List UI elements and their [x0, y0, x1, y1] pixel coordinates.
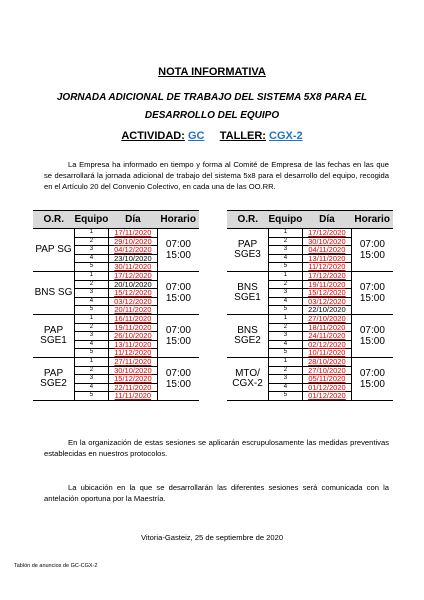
equipo-number: 5: [269, 349, 303, 358]
dia-date: 04/11/2020: [302, 246, 351, 255]
or-name: [227, 229, 269, 272]
horario-time: 07:00: [359, 324, 385, 336]
horario-time: 15:00: [359, 378, 385, 390]
dia-date: 27/10/2020: [302, 366, 351, 375]
document-title: NOTA INFORMATIVA: [158, 66, 266, 78]
actividad-label: ACTIVIDAD:: [121, 130, 185, 142]
dia-date: 10/11/2020: [302, 349, 351, 358]
horario-cell: [157, 229, 199, 272]
dia-date: 22/10/2020: [302, 306, 351, 315]
header-equipo: Equipo: [75, 211, 109, 229]
organization-paragraph: [44, 437, 389, 459]
equipo-number: 5: [75, 263, 109, 272]
subtitle-line-2: DESARROLLO DEL EQUIPO: [144, 110, 280, 121]
dia-date: 15/12/2020: [108, 375, 157, 384]
table-row: [227, 357, 393, 366]
equipo-number: 3: [269, 246, 303, 255]
or-name: BNS SG: [33, 271, 75, 314]
equipo-number: 1: [75, 314, 109, 323]
taller-label: TALLER:: [219, 130, 266, 142]
equipo-number: 4: [269, 383, 303, 392]
equipo-number: 3: [75, 289, 109, 298]
schedule-table-right: [227, 210, 393, 401]
header-or: O.R.: [227, 211, 269, 229]
dia-date: 13/11/2020: [302, 254, 351, 263]
dia-date: 26/10/2020: [108, 332, 157, 341]
equipo-number: 2: [75, 366, 109, 375]
intro-paragraph: [44, 159, 389, 192]
horario-time: 15:00: [359, 249, 385, 261]
equipo-number: 5: [75, 392, 109, 401]
or-name: [227, 357, 269, 400]
horario-cell: [351, 271, 393, 314]
equipo-number: 3: [75, 246, 109, 255]
activity-line: [0, 130, 424, 142]
equipo-number: 1: [75, 357, 109, 366]
dia-date: 04/12/2020: [108, 246, 157, 255]
dia-date: 11/12/2020: [108, 349, 157, 358]
header-or: O.R.: [33, 211, 75, 229]
dia-date: 01/12/2020: [302, 392, 351, 401]
horario-time: 07:00: [165, 324, 191, 336]
equipo-number: 2: [269, 280, 303, 289]
equipo-number: 4: [75, 340, 109, 349]
or-name-part: PAP: [43, 367, 64, 379]
header-horario: Horario: [351, 211, 393, 229]
horario-time: 07:00: [165, 281, 191, 293]
equipo-number: 3: [269, 289, 303, 298]
dia-date: 20/10/2020: [108, 280, 157, 289]
horario-cell: [351, 357, 393, 400]
equipo-number: 3: [75, 332, 109, 341]
horario-time: 15:00: [165, 292, 191, 304]
or-name: [33, 357, 75, 400]
header-equipo: Equipo: [269, 211, 303, 229]
actividad-value: GC: [187, 130, 205, 142]
dia-date: 27/11/2020: [108, 357, 157, 366]
dia-date: 15/12/2020: [302, 289, 351, 298]
dia-date: 11/12/2020: [302, 263, 351, 272]
or-name-part: SGE1: [234, 291, 261, 303]
equipo-number: 4: [75, 254, 109, 263]
dia-date: 17/11/2020: [108, 229, 157, 238]
dia-date: 22/11/2020: [108, 383, 157, 392]
or-name-part: PAP: [237, 238, 258, 250]
dia-date: 13/11/2020: [108, 340, 157, 349]
table-row: [33, 357, 199, 366]
dia-date: 29/10/2020: [108, 237, 157, 246]
equipo-number: 2: [75, 323, 109, 332]
equipo-number: 2: [269, 366, 303, 375]
dia-date: 30/10/2020: [302, 237, 351, 246]
equipo-number: 1: [269, 271, 303, 280]
dia-date: 27/10/2020: [302, 314, 351, 323]
or-name-part: SGE2: [234, 334, 261, 346]
dia-date: 17/12/2020: [108, 271, 157, 280]
equipo-number: 2: [269, 237, 303, 246]
equipo-number: 5: [75, 306, 109, 315]
equipo-number: 5: [269, 392, 303, 401]
table-row: [227, 271, 393, 280]
intro-text: La Empresa ha informado en tiempo y forma al Comité de Empresa de las fechas en las que se desarrollará la jornada adicional de trabajo del sistema 5x8 para el desarrollo del equipo, recogida en el Artículo 20 del Convenio Colectivo, en cada una de las OO.RR.: [44, 160, 389, 191]
equipo-number: 4: [269, 254, 303, 263]
or-name-part: BNS: [237, 324, 258, 336]
dia-date: 15/12/2020: [108, 289, 157, 298]
dia-date: 03/12/2020: [108, 297, 157, 306]
dia-date: 24/11/2020: [302, 332, 351, 341]
equipo-number: 4: [269, 297, 303, 306]
dia-date: 02/12/2020: [302, 340, 351, 349]
horario-time: 15:00: [359, 335, 385, 347]
or-name: [33, 314, 75, 357]
horario-cell: [351, 229, 393, 272]
dia-date: 11/11/2020: [108, 392, 157, 401]
equipo-number: 4: [75, 297, 109, 306]
horario-cell: [157, 271, 199, 314]
equipo-number: 3: [269, 375, 303, 384]
or-name: PAP SG: [33, 229, 75, 272]
dia-date: 05/11/2020: [302, 375, 351, 384]
horario-time: 07:00: [165, 238, 191, 250]
header-dia: Día: [302, 211, 351, 229]
equipo-number: 3: [269, 332, 303, 341]
equipo-number: 5: [269, 306, 303, 315]
date-line: Vitoria-Gasteiz, 25 de septiembre de 2020: [140, 533, 284, 542]
or-name-part: PAP: [43, 324, 64, 336]
or-name-part: SGE3: [234, 248, 261, 260]
header-horario: Horario: [157, 211, 199, 229]
table-row: [33, 229, 199, 238]
or-name: [227, 271, 269, 314]
horario-time: 07:00: [359, 281, 385, 293]
footer-note: Tablón de anuncios de GC-CGX-2: [14, 563, 98, 569]
taller-value: CGX-2: [269, 130, 303, 142]
horario-time: 15:00: [165, 335, 191, 347]
horario-time: 07:00: [359, 238, 385, 250]
dia-date: 01/12/2020: [302, 383, 351, 392]
equipo-number: 1: [269, 314, 303, 323]
subtitle-line-1: JORNADA ADICIONAL DE TRABAJO DEL SISTEMA 5X8 PARA EL: [56, 92, 368, 103]
dia-date: 18/11/2020: [302, 323, 351, 332]
dia-date: 30/11/2020: [108, 263, 157, 272]
dia-date: 17/12/2020: [302, 271, 351, 280]
equipo-number: 5: [75, 349, 109, 358]
horario-time: 15:00: [359, 292, 385, 304]
dia-date: 23/10/2020: [108, 254, 157, 263]
or-name-part: SGE2: [40, 377, 67, 389]
equipo-number: 1: [269, 357, 303, 366]
equipo-number: 5: [269, 263, 303, 272]
dia-date: 03/12/2020: [302, 297, 351, 306]
dia-date: 20/11/2020: [108, 306, 157, 315]
equipo-number: 1: [75, 271, 109, 280]
horario-time: 07:00: [165, 367, 191, 379]
equipo-number: 1: [269, 229, 303, 238]
horario-time: 07:00: [359, 367, 385, 379]
equipo-number: 3: [75, 375, 109, 384]
table-row: [227, 314, 393, 323]
equipo-number: 4: [269, 340, 303, 349]
or-name-part: BNS: [237, 281, 258, 293]
dia-date: 19/11/2020: [302, 280, 351, 289]
header-dia: Día: [108, 211, 157, 229]
header-row: [227, 211, 393, 229]
dia-date: 19/11/2020: [108, 323, 157, 332]
table-row: [33, 271, 199, 280]
schedule-table-left: [33, 210, 199, 401]
location-paragraph: [44, 482, 389, 504]
equipo-number: 2: [75, 280, 109, 289]
horario-cell: [157, 314, 199, 357]
dia-date: 16/11/2020: [108, 314, 157, 323]
or-name-part: SGE1: [40, 334, 67, 346]
dia-date: 28/10/2020: [302, 357, 351, 366]
table-row: [33, 314, 199, 323]
dia-date: 30/10/2020: [108, 366, 157, 375]
or-name-part: CGX-2: [232, 377, 263, 389]
horario-time: 15:00: [165, 378, 191, 390]
equipo-number: 4: [75, 383, 109, 392]
equipo-number: 1: [75, 229, 109, 238]
horario-cell: [351, 314, 393, 357]
horario-cell: [157, 357, 199, 400]
location-text: La ubicación en la que se desarrollarán las diferentes sesiones será comunicada con la antelación oportuna por la Maestría.: [44, 483, 389, 503]
or-name: [227, 314, 269, 357]
or-name-part: MTO/: [235, 367, 260, 379]
table-row: [227, 229, 393, 238]
organization-text: En la organización de estas sesiones se aplicarán escrupulosamente las medidas preventivas establecidas en nuestros protocolos.: [44, 438, 389, 458]
dia-date: 17/12/2020: [302, 229, 351, 238]
header-row: [33, 211, 199, 229]
equipo-number: 2: [269, 323, 303, 332]
equipo-number: 2: [75, 237, 109, 246]
horario-time: 15:00: [165, 249, 191, 261]
